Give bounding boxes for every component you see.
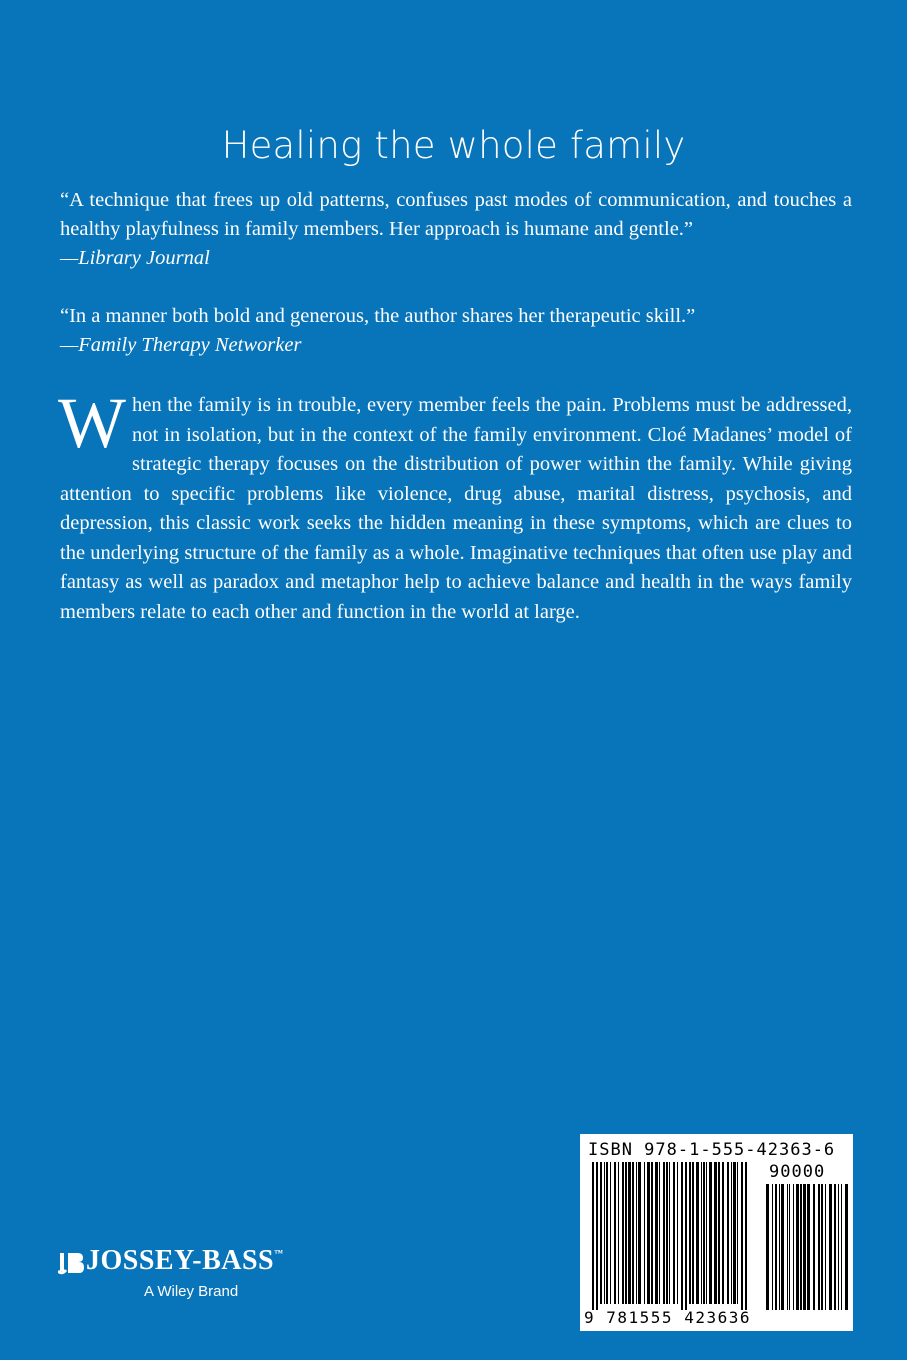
barcode-bar: [663, 1162, 665, 1304]
barcode-bar: [606, 1162, 608, 1304]
barcode-bar: [692, 1162, 694, 1304]
barcode-bar: [628, 1162, 631, 1304]
barcode-bar: [622, 1162, 624, 1304]
barcode-bar: [706, 1162, 707, 1304]
barcode-bar: [825, 1184, 826, 1310]
barcode-bar: [772, 1184, 773, 1310]
barcode-bar: [818, 1184, 820, 1310]
drop-cap: W: [58, 383, 126, 463]
barcode-bar: [703, 1162, 705, 1304]
barcode-bar: [659, 1162, 660, 1304]
barcode-bar: [793, 1184, 794, 1310]
publisher-logo: [58, 1245, 318, 1305]
ean-digits: 9 781555 423636: [584, 1308, 751, 1327]
cover-headline: Healing the whole family: [221, 124, 686, 167]
review-quote-family-therapy-networker: [60, 302, 852, 360]
quote-text: “In a manner both bold and generous, the author shares her therapeutic skill.”: [60, 305, 696, 327]
barcode-bar: [829, 1184, 832, 1310]
barcode-bar: [644, 1162, 645, 1304]
barcode-bar: [781, 1184, 784, 1310]
barcode-bar: [625, 1162, 627, 1304]
barcode-bars: [580, 1134, 853, 1331]
barcode-bar: [718, 1162, 720, 1304]
jossey-bass-mark-icon: [58, 1250, 86, 1276]
barcode-bar: [618, 1162, 619, 1304]
barcode-bar: [796, 1184, 799, 1310]
barcode-bar: [614, 1162, 616, 1304]
barcode-bar: [779, 1184, 780, 1310]
barcode-bar: [737, 1162, 738, 1304]
barcode-bar: [689, 1162, 691, 1304]
barcode-bar: [677, 1162, 678, 1304]
barcode-bar: [669, 1162, 670, 1304]
barcode-bar: [838, 1184, 839, 1310]
barcode-bar: [745, 1162, 747, 1310]
price-code-label: 90000: [769, 1162, 826, 1182]
barcode-bar: [638, 1162, 641, 1304]
barcode-bar: [789, 1184, 790, 1310]
barcode-bar: [803, 1184, 806, 1310]
barcode-bar: [685, 1162, 687, 1310]
barcode-bar: [733, 1162, 736, 1304]
barcode-bar: [681, 1162, 683, 1310]
publisher-name: JOSSEY-BASS™: [86, 1245, 284, 1276]
barcode-bar: [604, 1162, 605, 1304]
barcode-bar: [610, 1162, 611, 1304]
description-text: hen the family is in trouble, every member feels the pain. Problems must be addressed, not in isolation, but in the context of the family environment. Cloé Madanes’ model of strategic therapy focuses on the distribution of power within the family. While giving attention to specific problems like violence, drug abuse, marital distress, psychosis, and depression, this classic work seeks the hidden meaning in these symptoms, which are clues to the underlying structure of the family as a whole. Imaginative techniques that often use play and fantasy as well as paradox and metaphor help to achieve balance and health in the ways family members relate to each other and function in the world at large.: [60, 394, 852, 623]
barcode-bar: [666, 1162, 668, 1304]
barcode-bar: [714, 1162, 717, 1304]
barcode-bar: [632, 1162, 634, 1304]
barcode-bar: [807, 1184, 810, 1310]
barcode-bar: [696, 1162, 699, 1304]
barcode-bar: [709, 1162, 712, 1304]
barcode-bar: [600, 1162, 602, 1304]
isbn-label: ISBN 978-1-555-42363-6: [588, 1140, 836, 1160]
barcode-bar: [845, 1184, 848, 1310]
barcode-bar: [766, 1184, 769, 1310]
barcode-bar: [647, 1162, 650, 1304]
isbn-barcode: [580, 1134, 853, 1331]
book-description: [58, 383, 852, 627]
barcode-bar: [841, 1184, 842, 1310]
barcode-bar: [636, 1162, 637, 1304]
publisher-subtitle: A Wiley Brand: [144, 1283, 239, 1300]
barcode-bar: [596, 1162, 598, 1310]
quote-attribution: —Family Therapy Networker: [60, 334, 302, 356]
barcode-bar: [813, 1184, 815, 1310]
barcode-bar: [731, 1162, 732, 1304]
review-quote-library-journal: [60, 186, 852, 273]
barcode-bar: [722, 1162, 724, 1304]
barcode-bar: [800, 1184, 802, 1310]
barcode-bar: [673, 1162, 675, 1304]
barcode-bar: [651, 1162, 653, 1304]
barcode-bar: [655, 1162, 658, 1304]
barcode-bar: [701, 1162, 702, 1304]
barcode-bar: [834, 1184, 836, 1310]
barcode-bar: [741, 1162, 743, 1310]
barcode-bar: [775, 1184, 777, 1310]
quote-attribution: —Library Journal: [60, 247, 210, 269]
barcode-bar: [821, 1184, 823, 1310]
barcode-bar: [787, 1184, 788, 1310]
quote-text: “A technique that frees up old patterns, confuses past modes of communication, and touches a healthy playfulness in family members. Her approach is humane and gentle.”: [60, 189, 852, 240]
trademark-symbol: ™: [274, 1248, 284, 1258]
barcode-bar: [592, 1162, 594, 1310]
barcode-bar: [727, 1162, 729, 1304]
